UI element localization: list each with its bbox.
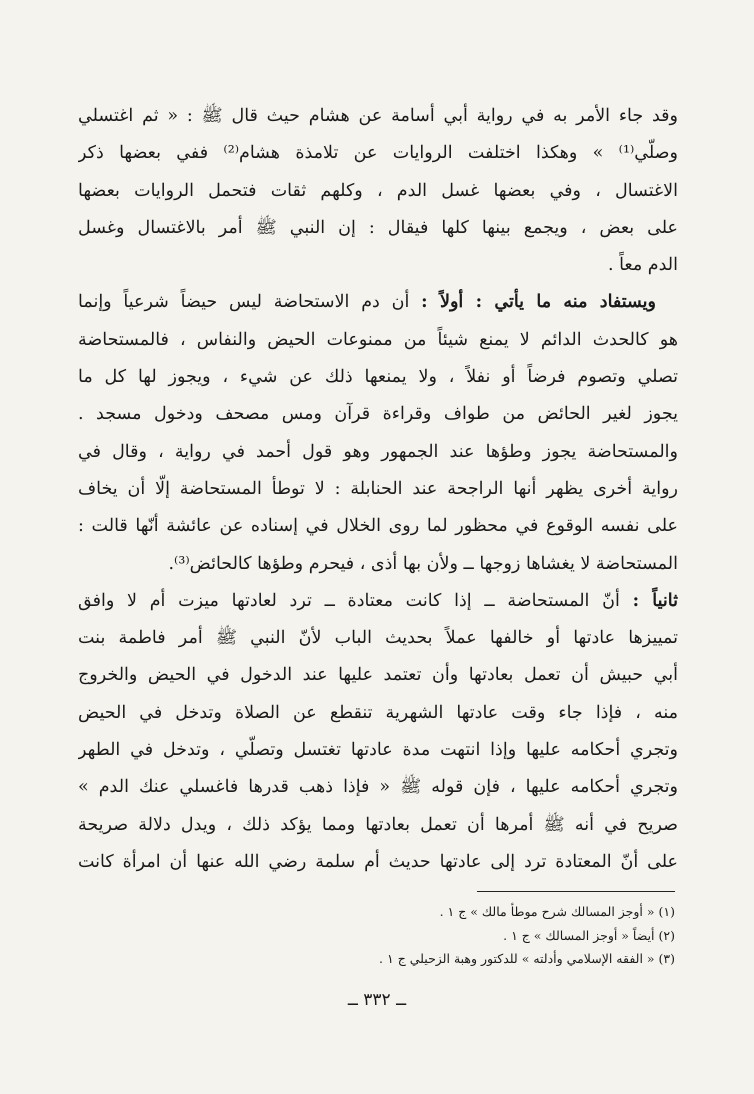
text-line: صريح في أنه ﷺ أمرها أن تعمل بعادتها ومما يؤكد ذلك ، ويدل دلالة صريحة bbox=[78, 814, 678, 835]
footnote: (١) « أوجز المسالك شرح موطأ مالك » ج ١ . bbox=[439, 904, 675, 919]
paragraph-first-line bbox=[78, 284, 678, 321]
paragraph-first-line bbox=[78, 583, 678, 620]
text-line: على نفسه الوقوع في محظور لما روى الخلال في إسناده عن عائشة أنّها قالت : bbox=[78, 516, 678, 537]
text-line: تصلي وتصوم فرضاً أو نفلاً ، ولا يمنعها ذلك عن شيء ، ويجوز لها كل ما bbox=[78, 367, 678, 388]
text-line: يجوز لغير الحائض من طواف وقراءة قرآن ومس مصحف ودخول مسجد . bbox=[78, 404, 678, 425]
footnotes bbox=[300, 900, 675, 971]
text-line: منه ، فإذا جاء وقت عادتها الشهرية تنقطع عن الصلاة وتدخل في الحيض bbox=[78, 702, 678, 723]
paragraph-lead: ويستفاد منه ما يأتي : أولاً : bbox=[421, 292, 656, 313]
text-line: أبي حبيش أن تعمل بعادتها وأن تعتمد عليها عند الدخول في الحيض والخروج bbox=[78, 665, 678, 686]
paragraph-lead-rest: أنّ المستحاضة ــ إذا كانت معتادة ــ ترد لعادتها ميزت أم لا وافق bbox=[78, 590, 620, 611]
footnote-separator bbox=[477, 891, 675, 892]
text-line: وصلّي⁽¹⁾ » وهكذا اختلفت الروايات عن تلامذة هشام⁽²⁾ ففي بعضها ذكر bbox=[78, 143, 678, 164]
text-line: المستحاضة لا يغشاها زوجها ــ ولأن بها أذى ، فيحرم وطؤها كالحائض⁽³⁾. bbox=[168, 553, 678, 574]
text-line: هو كالحدث الدائم لا يمنع شيئاً من ممنوعات الحيض والنفاس ، فالمستحاضة bbox=[78, 329, 678, 350]
text-line: وقد جاء الأمر به في رواية أبي أسامة عن هشام حيث قال ﷺ : « ثم اغتسلي bbox=[78, 106, 678, 126]
text-line: وتجري أحكامه عليها وإذا انتهت مدة عادتها تغتسل وتصلّي ، وتدخل في الطهر bbox=[78, 740, 678, 761]
text-line: الاغتسال ، وفي بعضها غسل الدم ، وكلهم ثقات فتحمل الروايات بعضها bbox=[78, 180, 678, 201]
text-line: الدم معاً . bbox=[607, 255, 678, 276]
paragraph-lead: ثانياً : bbox=[632, 590, 678, 611]
footnote: (٣) « الفقه الإسلامي وأدلته » للدكتور وهبة الزحيلي ج ١ . bbox=[379, 951, 675, 966]
text-line: رواية أخرى يظهر أنها الراجحة عند الحنابلة : لا توطأ المستحاضة إلّا أن يخاف bbox=[78, 478, 678, 499]
paragraph-lead-rest: أن دم الاستحاضة ليس حيضاً شرعياً وإنما bbox=[78, 292, 410, 313]
text-line: وتجري أحكامه عليها ، فإن قوله ﷺ « فإذا ذهب قدرها فاغسلي عنك الدم » bbox=[78, 777, 678, 798]
text-line: والمستحاضة يجوز وطؤها عند الجمهور وهو قول أحمد في رواية ، وقال في bbox=[78, 441, 678, 462]
text-line: تمييزها عادتها أو خالفها عملاً بحديث الباب لأنّ النبي ﷺ أمر فاطمة بنت bbox=[78, 628, 678, 649]
footnote: (٢) أيضاً « أوجز المسالك » ج ١ . bbox=[503, 927, 675, 943]
text-line: على بعض ، ويجمع بينها كلها فيقال : إن النبي ﷺ أمر بالاغتسال وغسل bbox=[78, 217, 678, 238]
text-line: على أنّ المعتادة ترد إلى عادتها حديث أم سلمة رضي الله عنها أن امرأة كانت bbox=[78, 851, 678, 872]
main-text bbox=[78, 98, 678, 881]
page-number: ــ ٣٣٢ ــ bbox=[347, 990, 407, 1010]
